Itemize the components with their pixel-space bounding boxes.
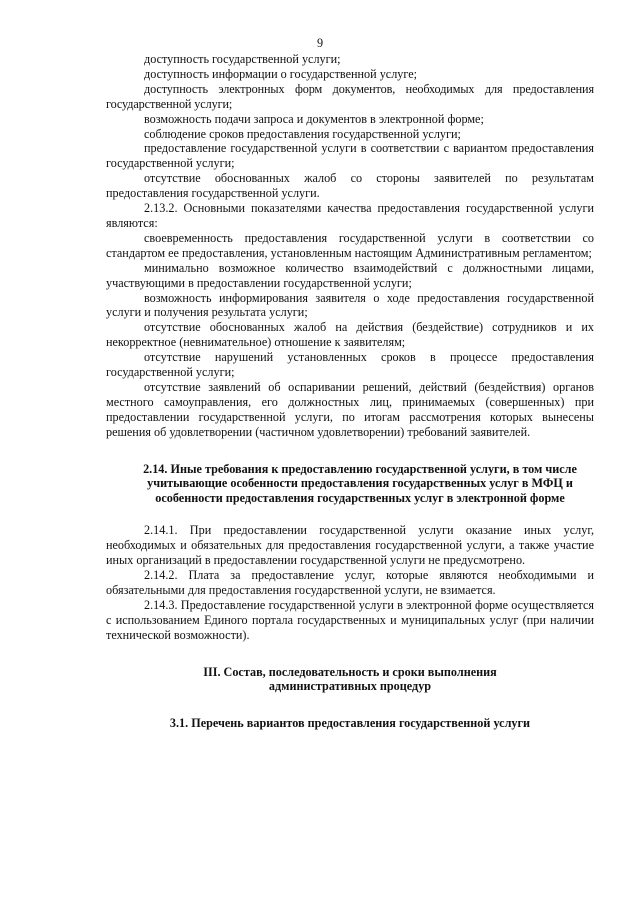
list-item: минимально возможное количество взаимодействий с должностными лицами, участвующими в предоставлении государственной услуги; (106, 260, 594, 290)
clause-2-13-2: 2.13.2. Основными показателями качества предоставления государственной услуги являются: (106, 201, 594, 230)
list-item: соблюдение сроков предоставления государственной услуги; (144, 126, 461, 141)
heading-2-14: 2.14. Иные требования к предоставлению государственной услуги, в том числе учитывающие особенности предоставления государственных услуг в МФЦ и особенности предоставления государственных услуг в электронной форме (143, 461, 577, 505)
list-item: отсутствие нарушений установленных сроков в процессе предоставления государственной услуги; (106, 350, 594, 380)
list-item: предоставление государственной услуги в соответствии с вариантом предоставления государственной услуги; (106, 141, 594, 171)
heading-3-1: 3.1. Перечень вариантов предоставления государственной услуги (169, 715, 531, 730)
list-item: доступность государственной услуги; (144, 52, 341, 66)
clause-2-14-3: 2.14.3. Предоставление государственной услуги в электронной форме осуществляется с использованием Единого портала государственных и муниципальных услуг (при наличии технической возможности). (106, 597, 594, 642)
list-item: отсутствие обоснованных жалоб на действия (бездействие) сотрудников и их некорректное (невнимательное) отношение к заявителям; (106, 320, 594, 350)
page-number: 9 (316, 36, 324, 50)
list-item: доступность электронных форм документов, необходимых для предоставления государственной услуги; (106, 81, 594, 111)
list-item: доступность информации о государственной услуге; (144, 66, 418, 81)
list-item: возможность подачи запроса и документов в электронной форме; (144, 111, 484, 126)
clause-2-14-1: 2.14.1. При предоставлении государственной услуги оказание иных услуг, необходимых и обязательных для предоставления государственной услуги, а также участие иных организаций в предоставлении государственной услуги не предусмотрено. (106, 523, 594, 568)
heading-section-3: III. Состав, последовательность и сроки выполнения административных процедур (203, 664, 497, 694)
list-item: отсутствие обоснованных жалоб со стороны заявителей по результатам предоставления государственной услуги. (106, 171, 594, 201)
document-body (106, 52, 594, 730)
list-item: отсутствие заявлений об оспаривании решений, действий (бездействия) органов местного самоуправления, его должностных лиц, принимаемых (совершенных) при предоставлении государственной услуги, по итогам рассмотрения которых вынесены решения об удовлетворении (частичном удовлетворении) требований заявителей. (106, 379, 594, 439)
list-item: своевременность предоставления государственной услуги в соответствии со стандартом ее предоставления, установленным настоящим Административным регламентом; (106, 230, 594, 260)
clause-2-14-2: 2.14.2. Плата за предоставление услуг, которые являются необходимыми и обязательными для предоставления государственной услуги, не взимается. (106, 568, 594, 597)
list-item: возможность информирования заявителя о ходе предоставления государственной услуги и получения результата услуги; (106, 290, 594, 320)
